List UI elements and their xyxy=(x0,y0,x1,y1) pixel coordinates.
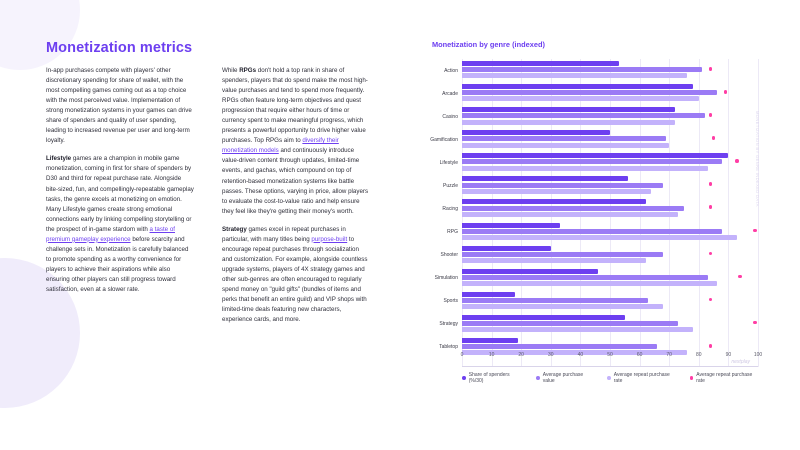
chart-marker-dot xyxy=(709,252,713,256)
paragraph-2: Lifestyle games are a champion in mobile game monetization, coming in first for share of spenders by D30 and third for repeat purchase rate. Alongside bite-sized, fun, and compellingly-repeatable gameplay tasks, the genre excels at monetizing on emotion. Many Lifestyle games create strong emotional connections early by linking compelling storytelling or the prospect of in-game stardom with a taste of premium gameplay experience before scarcity and challenge sets in. Monetization is carefully balanced to promote spending as a worthy convenience for players to achieve their aspirations while also ensuring other players can still progress toward satisfaction, even at a slower rate. xyxy=(46,155,194,293)
paragraph-1: In-app purchases compete with players' other discretionary spending for share of wallet, with the most compelling games coming out as a top choice with the most perceived value. Implementation of strong monetization systems in your games can drive share of spenders and quality of user spending, leading to increased revenue per user and long-term loyalty. xyxy=(46,67,192,145)
chart-bar xyxy=(462,252,663,257)
chart-x-axis-line xyxy=(462,366,758,367)
chart-category-label: Gamification xyxy=(430,136,458,143)
chart-container xyxy=(430,40,763,384)
chart-marker-dot xyxy=(709,205,713,209)
decorative-blob-top xyxy=(0,0,80,70)
chart-marker-dot xyxy=(753,229,757,233)
chart-bar-group xyxy=(462,315,758,336)
chart-bar xyxy=(462,281,717,286)
chart-x-tick-label: 80 xyxy=(696,352,702,358)
link-monetization-models[interactable]: diversify their monetization models xyxy=(222,137,339,155)
emphasis-rpgs: RPGs xyxy=(239,67,257,74)
chart-bar xyxy=(462,199,646,204)
chart-bar xyxy=(462,143,669,148)
chart-legend-item xyxy=(690,372,758,384)
chart-marker-dot xyxy=(738,275,742,279)
chart-category-axis xyxy=(432,59,460,367)
chart-bar-group xyxy=(462,61,758,82)
chart-x-tick-label: 100 xyxy=(753,352,763,358)
chart-gridline xyxy=(758,59,759,367)
chart-bar-group xyxy=(462,223,758,244)
chart-x-tick-label: 10 xyxy=(488,352,495,358)
chart-x-tick-label: 90 xyxy=(725,352,732,358)
chart-bar xyxy=(462,246,551,251)
chart-marker-dot xyxy=(709,67,713,71)
chart-category-label: RPG xyxy=(447,229,458,236)
chart-category-label: Sports xyxy=(443,298,458,305)
emphasis-lifestyle: Lifestyle xyxy=(46,155,72,163)
chart-bar xyxy=(462,292,515,297)
chart-legend-item xyxy=(607,372,675,384)
chart-title: Monetization by genre (indexed) xyxy=(432,40,545,49)
legend-label: Average purchase value xyxy=(542,372,584,384)
chart-marker-dot xyxy=(709,344,713,348)
chart-category-label: Casino xyxy=(442,113,458,120)
emphasis-strategy: Strategy xyxy=(222,225,247,233)
chart-bars-area xyxy=(462,59,758,367)
chart-category-label: Strategy xyxy=(439,321,458,328)
chart-bar xyxy=(462,130,610,135)
chart-bar-group xyxy=(462,84,758,105)
chart-marker-dot xyxy=(709,182,713,186)
chart-category-label: Arcade xyxy=(442,90,458,97)
legend-swatch xyxy=(536,376,540,380)
chart-bar xyxy=(462,183,663,188)
chart-bar xyxy=(462,166,708,171)
legend-label: Share of spenders (%/30) xyxy=(468,372,510,384)
chart-category-label: Racing xyxy=(442,206,458,212)
chart-bar xyxy=(462,298,648,303)
chart-sidenote: MONETIZATION BY GENRE INDEXED DATA xyxy=(755,111,760,207)
chart-category-label: Simulation xyxy=(434,275,458,282)
chart-bar xyxy=(462,96,699,101)
body-column-left xyxy=(46,66,194,303)
link-premium-gameplay[interactable]: a taste of premium gameplay experience xyxy=(46,225,175,243)
chart-marker-dot xyxy=(712,136,716,140)
chart-bar xyxy=(462,258,646,263)
chart-bar xyxy=(462,275,708,280)
chart-bar xyxy=(462,84,693,89)
chart-bar xyxy=(462,90,717,95)
chart-marker-dot xyxy=(709,113,713,117)
chart-marker-dot xyxy=(753,321,757,325)
chart-x-tick-label: 70 xyxy=(666,352,672,358)
chart-bar xyxy=(462,120,675,125)
chart-bar xyxy=(462,304,663,309)
chart-bar xyxy=(462,338,518,343)
chart-bar-group xyxy=(462,269,758,290)
chart-bar xyxy=(462,136,666,141)
chart-marker-dot xyxy=(735,159,739,163)
chart-category-label: Puzzle xyxy=(442,182,458,189)
chart-bar-group xyxy=(462,130,758,151)
chart-bar xyxy=(462,223,560,228)
legend-swatch xyxy=(607,376,611,380)
chart-x-tick-label: 0 xyxy=(460,352,464,358)
chart-x-tick-label: 20 xyxy=(518,352,524,358)
chart-legend-item xyxy=(462,372,522,384)
chart-category-label: Action xyxy=(444,67,458,74)
chart-marker-dot xyxy=(724,90,728,94)
legend-swatch xyxy=(690,376,694,380)
chart-bar xyxy=(462,189,651,194)
chart-legend-item xyxy=(536,372,593,384)
chart-bar xyxy=(462,153,728,158)
chart-bar xyxy=(462,235,737,240)
chart-x-tick-label: 60 xyxy=(636,352,643,358)
chart-bar-group xyxy=(462,153,758,174)
chart-category-label: Shooter xyxy=(440,252,458,259)
chart-x-tick-label: 50 xyxy=(607,352,613,358)
chart-bar xyxy=(462,176,628,181)
chart-marker-dot xyxy=(709,298,713,302)
chart-bar-group xyxy=(462,292,758,313)
chart-x-tick-label: 30 xyxy=(548,352,554,358)
legend-swatch xyxy=(462,376,466,380)
chart-plot-area xyxy=(432,59,758,367)
chart-bar xyxy=(462,315,625,320)
chart-bar xyxy=(462,107,675,112)
chart-bar xyxy=(462,67,702,72)
chart-bar xyxy=(462,321,678,326)
chart-bar-group xyxy=(462,176,758,197)
chart-bar xyxy=(462,159,722,164)
chart-bar-group xyxy=(462,107,758,128)
chart-bar xyxy=(462,206,684,211)
chart-category-label: Lifestyle xyxy=(439,159,458,166)
paragraph-4: Strategy games excel in repeat purchases in particular, with many titles being purpose-built to encourage repeat purchases through socialization and customization. For example, alongside countless upgrade systems, players of 4X strategy games and other sub-genres are often encouraged to regularly spend money on "guild gifts" (bundles of items and perks that benefit an entire guild) and VIP shops with limited-time deals featuring new characters, experience cards, and more. xyxy=(222,225,368,324)
chart-x-ticks xyxy=(460,352,763,362)
link-purpose-built[interactable]: purpose-built xyxy=(311,235,348,243)
chart-bar xyxy=(462,229,722,234)
legend-label: Average repeat purchase rate xyxy=(696,372,753,384)
chart-legend xyxy=(462,372,758,384)
chart-bar xyxy=(462,212,678,217)
chart-bar xyxy=(462,344,657,349)
chart-bar-group xyxy=(462,246,758,267)
chart-x-tick-label: 40 xyxy=(577,352,584,358)
body-column-right xyxy=(222,66,370,333)
chart-watermark: nextplay xyxy=(731,359,750,365)
chart-category-label: Tabletop xyxy=(439,344,458,351)
legend-label: Average repeat purchase rate xyxy=(613,372,670,384)
chart-bar xyxy=(462,73,687,78)
chart-bar xyxy=(462,327,693,332)
chart-bar xyxy=(462,61,619,66)
paragraph-3: While RPGs don't hold a top rank in share of spenders, players that do spend make the most high-value purchases and tend to spend more frequently. RPGs often feature long-term objectives and quest progression that require either hours of time or currency spent to make meaningful progress, which presents a powerful opportunity to drive higher value purchases. Top RPGs aim to diversify their monetization models and continuously introduce value-driven content through updates, limited-time events, and gachas, which compound on top of retention-based monetization systems like battle passes. These options, varying in price, allow players to evaluate the cost-to-value ratio and help ensure they feel like they're getting their money's worth. xyxy=(222,67,369,215)
chart-bar-group xyxy=(462,199,758,220)
chart-bar xyxy=(462,269,598,274)
page-title: Monetization metrics xyxy=(46,40,193,56)
chart-bar xyxy=(462,113,705,118)
